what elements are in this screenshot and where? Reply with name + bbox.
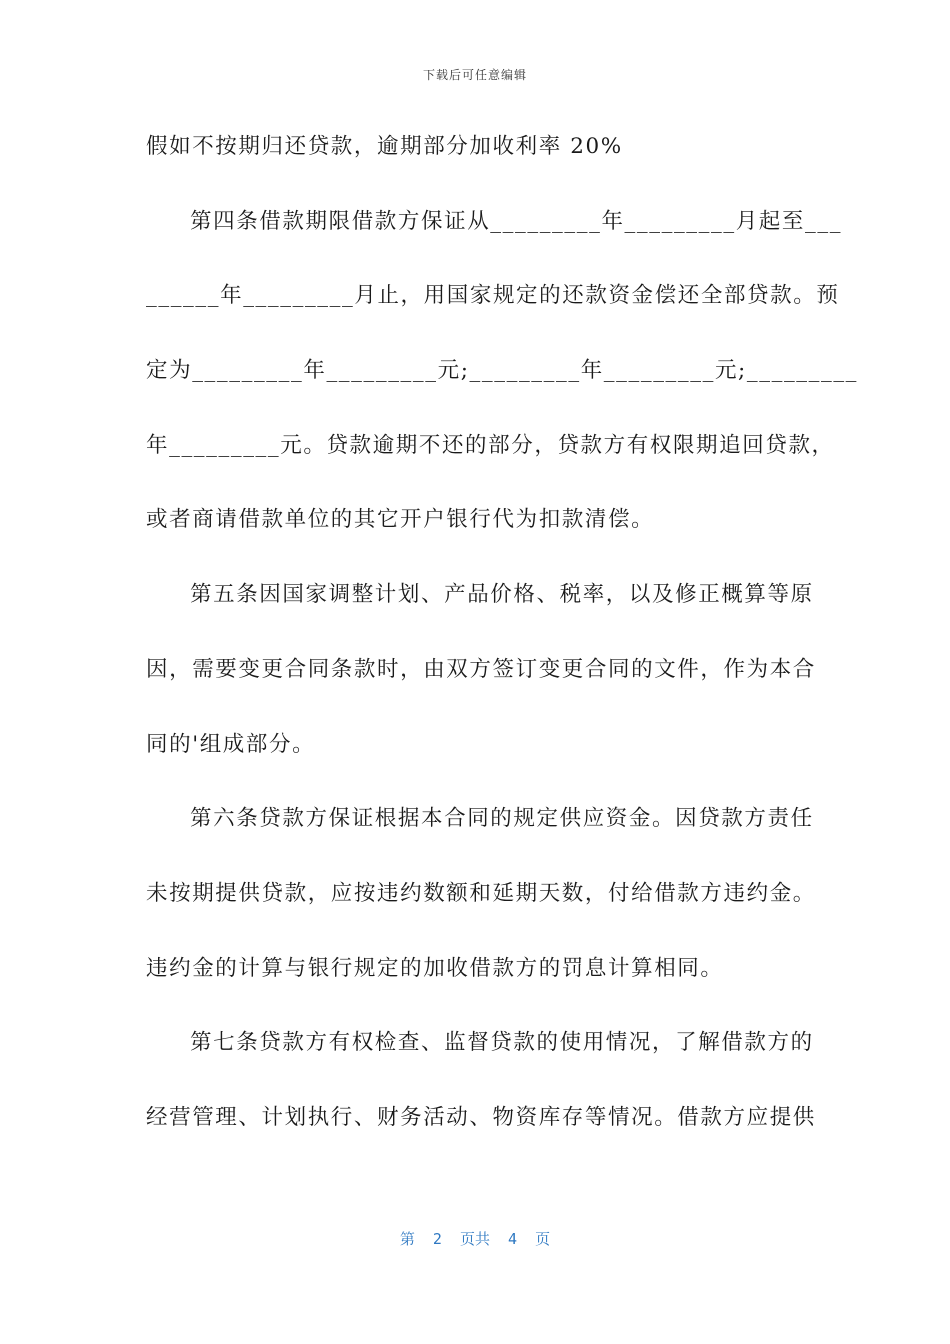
body-line: 第七条贷款方有权检查、监督贷款的使用情况，了解借款方的 (190, 1030, 814, 1056)
body-line: 第四条借款期限借款方保证从_________年_________月起至___ (190, 208, 843, 234)
body-line: 年_________元。贷款逾期不还的部分，贷款方有权限期追回贷款， (146, 432, 835, 458)
body-line: 第五条因国家调整计划、产品价格、税率，以及修正概算等原 (190, 582, 814, 608)
body-line: 假如不按期归还贷款，逾期部分加收利率 20% (146, 134, 623, 159)
body-line: 第六条贷款方保证根据本合同的规定供应资金。因贷款方责任 (190, 806, 814, 832)
body-line: ______年_________月止，用国家规定的还款资金偿还全部贷款。预 (146, 283, 840, 309)
body-line: 经营管理、计划执行、财务活动、物资库存等情况。借款方应提供 (146, 1104, 816, 1130)
body-line: 或者商请借款单位的其它开户银行代为扣款清偿。 (146, 507, 655, 533)
body-line: 同的'组成部分。 (146, 731, 316, 757)
body-line: 因，需要变更合同条款时，由双方签订变更合同的文件，作为本合 (146, 656, 816, 682)
page-header-note: 下载后可任意编辑 (422, 68, 527, 82)
page-number-footer: 第 2 页共 4 页 (399, 1230, 551, 1248)
body-line: 违约金的计算与银行规定的加收借款方的罚息计算相同。 (146, 955, 724, 981)
document-body (146, 124, 859, 1170)
body-line: 未按期提供贷款，应按违约数额和延期天数，付给借款方违约金。 (146, 880, 816, 906)
body-line: 定为_________年_________元;_________年_________元;_________ (146, 358, 859, 384)
